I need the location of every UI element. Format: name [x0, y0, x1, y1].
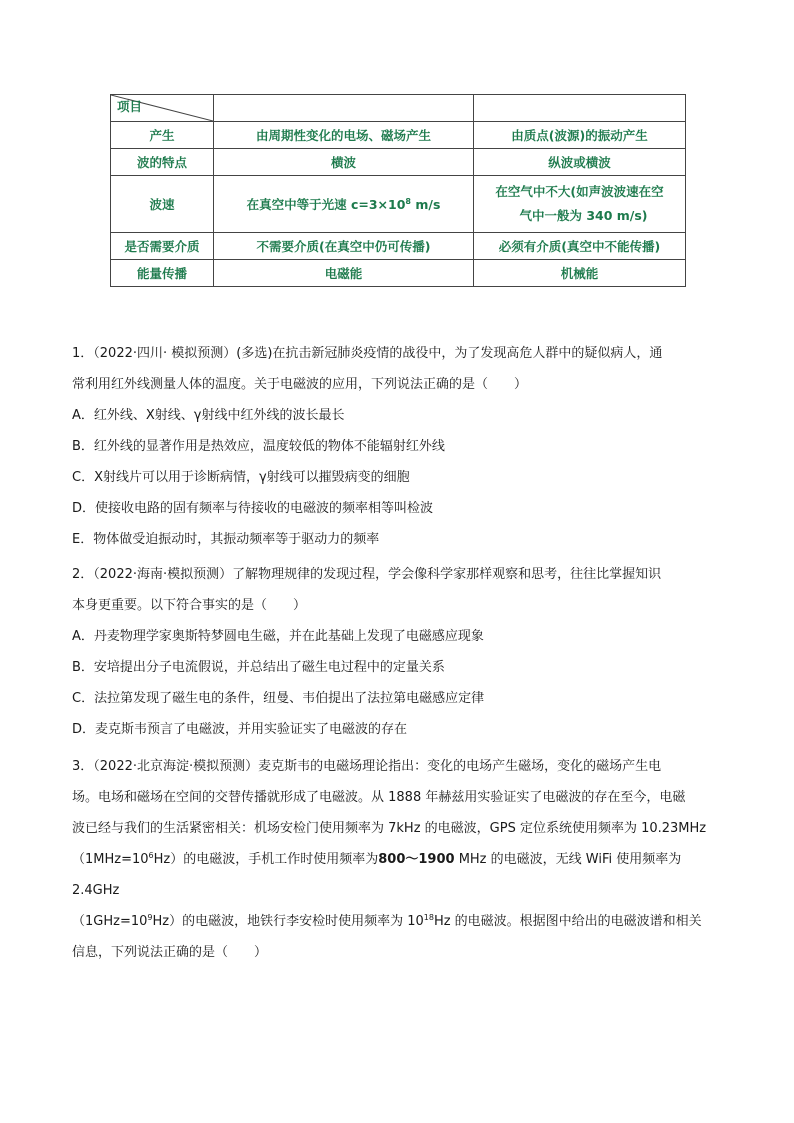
header-em-cell: [214, 95, 474, 122]
text-fragment: Hz）的电磁波，地铁行李安检时使用频率为 10: [152, 914, 424, 929]
question-stem: [72, 906, 724, 937]
em-cell: 横波: [214, 149, 474, 176]
mech-cell: 由质点(波源)的振动产生: [474, 122, 686, 149]
row-label: 产生: [111, 122, 214, 149]
text-fragment: （1GHz=10: [72, 914, 148, 929]
option-b: B．红外线的显著作用是热效应，温度较低的物体不能辐射红外线: [72, 439, 445, 454]
option-a: A．红外线、X射线、γ射线中红外线的波长最长: [72, 408, 345, 423]
header-mech-cell: [474, 95, 686, 122]
em-cell: [214, 176, 474, 233]
em-cell: 由周期性变化的电场、磁场产生: [214, 122, 474, 149]
question-stem: 场。电场和磁场在空间的交替传播就形成了电磁波。从 1888 年赫兹用实验证实了电磁波的存在至今，电磁: [72, 790, 686, 805]
question-stem: 3．（2022·北京海淀·模拟预测）麦克斯韦的电磁场理论指出：变化的电场产生磁场，变化的磁场产生电: [72, 759, 662, 774]
comparison-table: [110, 94, 686, 287]
mech-cell: 纵波或横波: [474, 149, 686, 176]
question-stem: 常利用红外线测量人体的温度。关于电磁波的应用，下列说法正确的是（ ）: [72, 377, 528, 392]
option-c: C．法拉第发现了磁生电的条件，纽曼、韦伯提出了法拉第电磁感应定律: [72, 691, 485, 706]
mech-speed-line-2: 气中一般为 340 m/s): [519, 208, 648, 223]
mech-cell: [474, 176, 686, 233]
question-stem: 信息，下列说法正确的是（ ）: [72, 945, 268, 960]
question-stem: 本身更重要。以下符合事实的是（ ）: [72, 598, 307, 613]
option-b: B．安培提出分子电流假说，并总结出了磁生电过程中的定量关系: [72, 660, 445, 675]
table-row: [111, 233, 686, 260]
text-fragment: MHz 的电磁波，无线 WiFi 使用频率为 2.4GHz: [72, 852, 682, 898]
corner-cell: [111, 95, 214, 122]
option-d: D．使接收电路的固有频率与待接收的电磁波的频率相等叫检波: [72, 501, 434, 516]
option-d: D．麦克斯韦预言了电磁波，并用实验证实了电磁波的存在: [72, 722, 408, 737]
em-speed-exponent: 8: [405, 197, 411, 206]
table-row: [111, 260, 686, 287]
table-row: [111, 149, 686, 176]
question-3: [72, 751, 724, 968]
em-cell: 不需要介质(在真空中仍可传播): [214, 233, 474, 260]
em-speed-prefix: 在真空中等于光速 c=3×10: [246, 197, 406, 212]
table-row: [111, 122, 686, 149]
exponent: 6: [148, 851, 154, 860]
row-label: 波的特点: [111, 149, 214, 176]
option-e: E．物体做受迫振动时，其振动频率等于驱动力的频率: [72, 532, 380, 547]
text-fragment: Hz 的电磁波。根据图中给出的电磁波谱和相关: [433, 914, 702, 929]
em-speed-suffix: m/s: [411, 197, 441, 212]
option-a: A．丹麦物理学家奥斯特梦圆电生磁，并在此基础上发现了电磁感应现象: [72, 629, 484, 644]
text-fragment: Hz）的电磁波，手机工作时使用频率为: [153, 852, 379, 867]
mech-cell: 必须有介质(真空中不能传播): [474, 233, 686, 260]
row-label: 能量传播: [111, 260, 214, 287]
row-label: 是否需要介质: [111, 233, 214, 260]
mech-cell: 机械能: [474, 260, 686, 287]
table-header-row: [111, 95, 686, 122]
question-stem: [72, 844, 724, 906]
exponent: 18: [423, 913, 434, 922]
em-cell: 电磁能: [214, 260, 474, 287]
question-stem: 2．（2022·海南·模拟预测）了解物理规律的发现过程，学会像科学家那样观察和思考，往往比掌握知识: [72, 567, 662, 582]
frequency-range: 800～1900: [378, 852, 455, 867]
question-stem: 1．（2022·四川· 模拟预测）(多选)在抗击新冠肺炎疫情的战役中，为了发现高危人群中的疑似病人，通: [72, 346, 663, 361]
question-1: [72, 338, 724, 555]
corner-label: 项目: [117, 99, 143, 114]
exponent: 9: [147, 913, 153, 922]
question-stem: 波已经与我们的生活紧密相关：机场安检门使用频率为 7kHz 的电磁波，GPS 定位系统使用频率为 10.23MHz: [72, 821, 707, 836]
row-label: 波速: [111, 176, 214, 233]
mech-speed-line-1: 在空气中不大(如声波波速在空: [495, 184, 664, 199]
table-row: [111, 176, 686, 233]
option-c: C．X射线片可以用于诊断病情，γ射线可以摧毁病变的细胞: [72, 470, 410, 485]
text-fragment: （1MHz=10: [72, 852, 149, 867]
question-2: [72, 559, 724, 745]
